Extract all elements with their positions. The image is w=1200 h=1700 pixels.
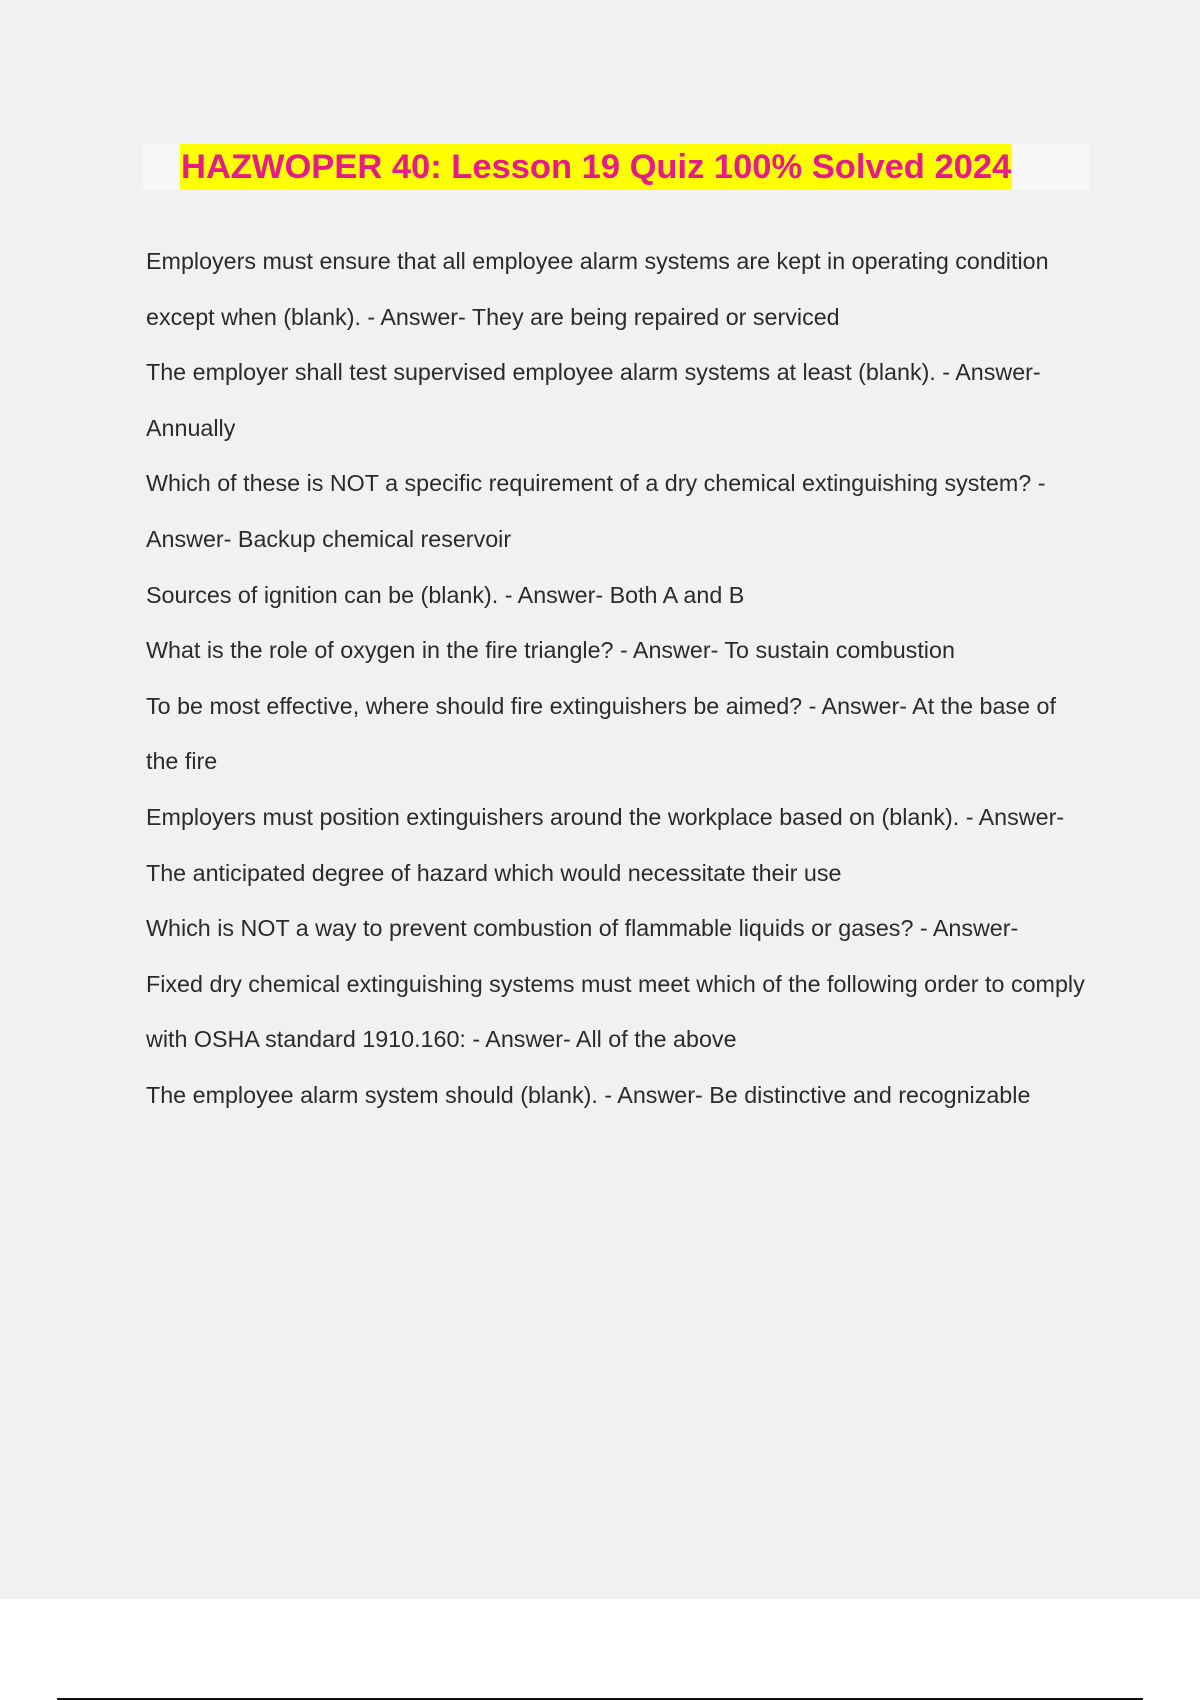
document-title: HAZWOPER 40: Lesson 19 Quiz 100% Solved 2024 — [180, 144, 1012, 190]
qa-item: Employers must ensure that all employee alarm systems are kept in operating condition except when (blank). - Answer- They are being repaired or serviced — [146, 248, 1049, 330]
qa-item: The employer shall test supervised employee alarm systems at least (blank). - Answer- Annually — [146, 359, 1041, 441]
qa-item: What is the role of oxygen in the fire triangle? - Answer- To sustain combustion — [146, 637, 955, 664]
qa-list — [146, 234, 1092, 1124]
qa-item: Sources of ignition can be (blank). - Answer- Both A and B — [146, 581, 745, 608]
qa-item: Fixed dry chemical extinguishing systems must meet which of the following order to comply with OSHA standard 1910.160: - Answer- All of the above — [146, 970, 1085, 1053]
qa-item: Which is NOT a way to prevent combustion of flammable liquids or gases? - Answer- — [146, 915, 1019, 942]
qa-item: The employee alarm system should (blank). - Answer- Be distinctive and recognizable — [146, 1081, 1031, 1108]
qa-item: Which of these is NOT a specific requirement of a dry chemical extinguishing system? - Answer- Backup chemical reservoir — [146, 470, 1046, 552]
qa-item: Employers must position extinguishers around the workplace based on (blank). - Answer- The anticipated degree of hazard which would necessitate their use — [146, 803, 1065, 886]
qa-item: To be most effective, where should fire extinguishers be aimed? - Answer- At the base of the fire — [146, 692, 1056, 775]
